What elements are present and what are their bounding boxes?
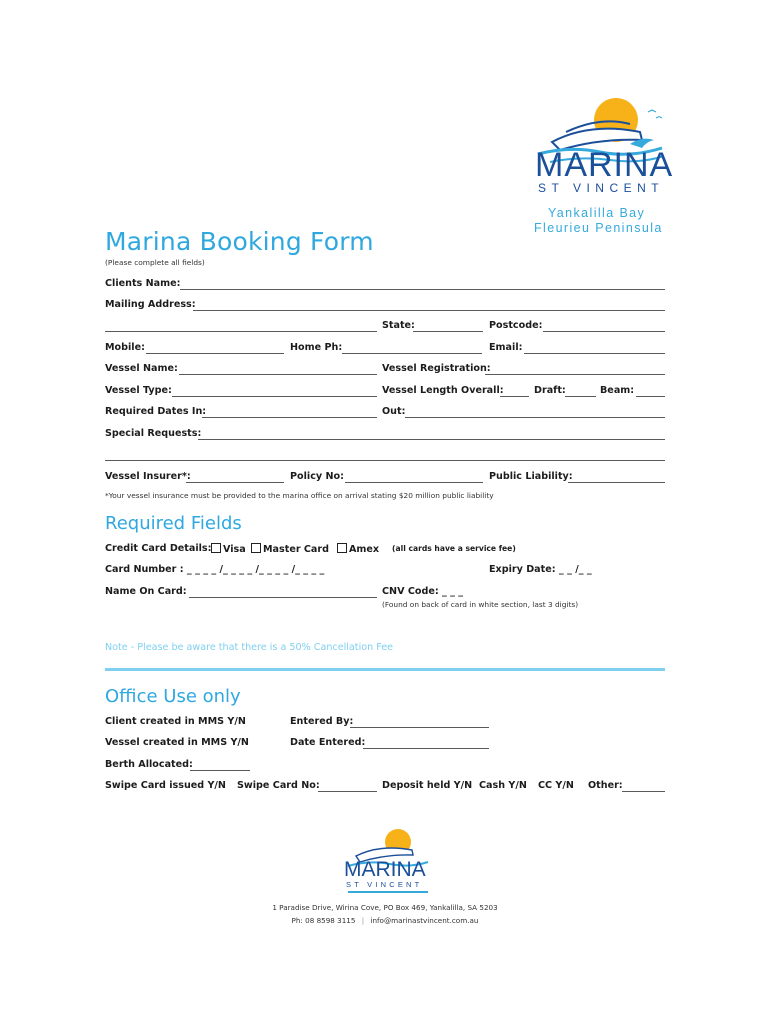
vessel-insurer-field[interactable] [186, 482, 284, 483]
home-ph-label: Home Ph: [290, 342, 343, 353]
cnv-code-field[interactable]: CNV Code: _ _ _ [382, 586, 464, 597]
mailing-address-label: Mailing Address: [105, 299, 196, 310]
master-card-option[interactable] [251, 543, 329, 555]
footer-phone: Ph: 08 8598 3115 [291, 916, 356, 925]
draft-field[interactable] [565, 396, 596, 397]
master-card-checkbox[interactable] [251, 543, 261, 553]
footer-email[interactable]: info@marinastvincent.com.au [370, 916, 479, 925]
client-created-label: Client created in MMS Y/N [105, 716, 246, 727]
clients-name-label: Clients Name: [105, 278, 181, 289]
email-label: Email: [489, 342, 523, 353]
required-dates-in-label: Required Dates In: [105, 406, 207, 417]
berth-allocated-label: Berth Allocated: [105, 759, 193, 770]
vessel-length-field[interactable] [500, 396, 529, 397]
vessel-created-label: Vessel created in MMS Y/N [105, 737, 249, 748]
footer-logo-name: MARINA [344, 858, 426, 881]
entered-by-label: Entered By: [290, 716, 354, 727]
mobile-field[interactable] [146, 353, 284, 354]
special-requests-line2-field[interactable] [105, 460, 665, 461]
out-label: Out: [382, 406, 406, 417]
vessel-registration-label: Vessel Registration: [382, 363, 491, 374]
required-fields-heading: Required Fields [105, 513, 242, 534]
cash-label: Cash Y/N [479, 780, 527, 791]
beam-label: Beam: [600, 385, 635, 396]
master-card-label: Master Card [263, 544, 330, 555]
state-field[interactable] [413, 331, 483, 332]
service-fee-note: (all cards have a service fee) [392, 544, 516, 553]
policy-no-field[interactable] [345, 482, 483, 483]
vessel-insurer-label: Vessel Insurer*: [105, 471, 191, 482]
footer-address: 1 Paradise Drive, Wirina Cove, PO Box 469, Yankalilla, SA 5203 [272, 903, 498, 912]
footer-separator: | [361, 916, 365, 925]
page-subtitle: (Please complete all fields) [105, 258, 205, 267]
entered-by-field[interactable] [350, 727, 489, 728]
name-on-card-label: Name On Card: [105, 586, 187, 597]
logo-sub: ST VINCENT [538, 181, 665, 195]
date-entered-field[interactable] [363, 748, 489, 749]
draft-label: Draft: [534, 385, 566, 396]
postcode-label: Postcode: [489, 320, 543, 331]
vessel-name-label: Vessel Name: [105, 363, 178, 374]
state-label: State: [382, 320, 415, 331]
vessel-type-label: Vessel Type: [105, 385, 172, 396]
public-liability-label: Public Liability: [489, 471, 573, 482]
swipe-card-no-label: Swipe Card No: [237, 780, 320, 791]
mobile-label: Mobile: [105, 342, 145, 353]
name-on-card-field[interactable] [189, 597, 377, 598]
footer-contact [0, 916, 770, 925]
page-title: Marina Booking Form [105, 227, 374, 256]
cc-label: CC Y/N [538, 780, 574, 791]
logo-tagline-1: Yankalilla Bay [548, 206, 646, 220]
visa-label: Visa [223, 544, 246, 555]
policy-no-label: Policy No: [290, 471, 344, 482]
vessel-registration-field[interactable] [485, 374, 665, 375]
mailing-address-field[interactable] [193, 310, 665, 311]
insurance-note: *Your vessel insurance must be provided to the marina office on arrival stating $20 million public liability [105, 491, 494, 500]
other-field[interactable] [622, 791, 665, 792]
amex-option[interactable] [337, 543, 379, 555]
section-divider [105, 668, 665, 671]
public-liability-field[interactable] [568, 482, 665, 483]
expiry-date-field[interactable]: Expiry Date: _ _ /_ _ [489, 564, 592, 575]
berth-allocated-field[interactable] [190, 770, 250, 771]
cancellation-note: Note - Please be aware that there is a 50% Cancellation Fee [105, 642, 394, 653]
cnv-code-note: (Found on back of card in white section, last 3 digits) [382, 600, 579, 609]
required-dates-in-field[interactable] [202, 417, 377, 418]
footer-logo-sub: ST VINCENT [346, 880, 423, 889]
email-field[interactable] [524, 353, 665, 354]
footer-logo-wave [348, 891, 428, 893]
other-label: Other: [588, 780, 623, 791]
amex-checkbox[interactable] [337, 543, 347, 553]
logo-name: MARINA [535, 146, 674, 184]
logo-tagline-2: Fleurieu Peninsula [534, 221, 663, 235]
visa-option[interactable] [211, 543, 246, 555]
clients-name-field[interactable] [180, 289, 665, 290]
credit-card-details-label: Credit Card Details: [105, 543, 212, 554]
swipe-card-no-field[interactable] [318, 791, 377, 792]
office-use-heading: Office Use only [105, 686, 241, 707]
amex-label: Amex [349, 544, 380, 555]
out-field[interactable] [405, 417, 665, 418]
vessel-length-label: Vessel Length Overall: [382, 385, 504, 396]
special-requests-field[interactable] [198, 439, 665, 440]
deposit-held-label: Deposit held Y/N [382, 780, 473, 791]
beam-field[interactable] [636, 396, 665, 397]
date-entered-label: Date Entered: [290, 737, 366, 748]
visa-checkbox[interactable] [211, 543, 221, 553]
special-requests-label: Special Requests: [105, 428, 202, 439]
vessel-name-field[interactable] [179, 374, 377, 375]
postcode-field[interactable] [543, 331, 665, 332]
home-ph-field[interactable] [342, 353, 482, 354]
vessel-type-field[interactable] [172, 396, 377, 397]
swipe-card-issued-label: Swipe Card issued Y/N [105, 780, 226, 791]
mailing-address-line2-field[interactable] [105, 331, 377, 332]
card-number-field[interactable]: Card Number : _ _ _ _ /_ _ _ _ /_ _ _ _ /_ _ _ _ [105, 564, 325, 575]
